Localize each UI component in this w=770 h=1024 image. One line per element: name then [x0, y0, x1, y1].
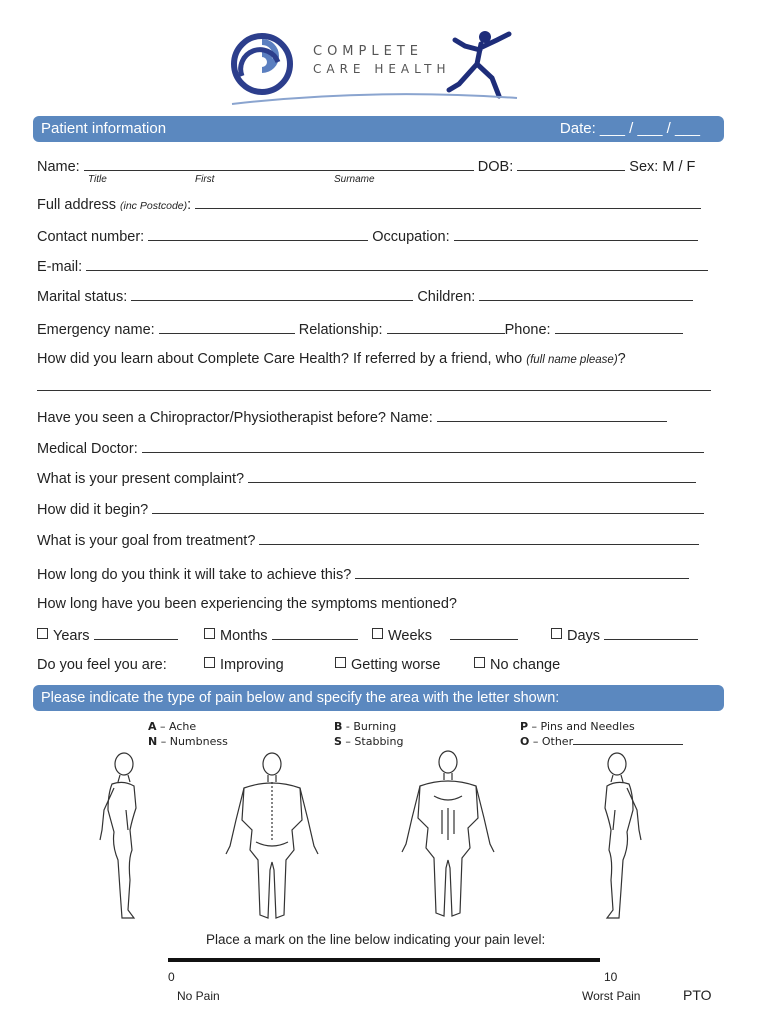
legend-s-text: – Stabbing — [341, 735, 404, 748]
months-field[interactable] — [272, 625, 358, 640]
legend-col-1 — [148, 719, 228, 749]
scale-max-label: Worst Pain — [582, 989, 641, 1003]
phone-field[interactable] — [555, 319, 683, 334]
doctor-row — [37, 438, 704, 456]
body-side-left-icon[interactable] — [88, 750, 158, 925]
duration-question: How long have you been experiencing the symptoms mentioned? — [37, 596, 457, 612]
doctor-field[interactable] — [142, 438, 704, 453]
begin-field[interactable] — [152, 499, 704, 514]
emergency-field[interactable] — [159, 319, 295, 334]
email-row — [37, 256, 708, 274]
years-checkbox[interactable] — [37, 628, 48, 639]
address-row — [37, 194, 701, 212]
referral-field[interactable] — [37, 390, 711, 391]
pto-label: PTO — [683, 987, 712, 1003]
legend-p-key: P — [520, 720, 529, 733]
duration-row — [37, 625, 717, 643]
legend-a-text: – Ache — [156, 720, 197, 733]
achieve-row — [37, 564, 689, 582]
name-field[interactable] — [84, 156, 474, 171]
goal-row — [37, 530, 699, 548]
begin-row — [37, 499, 704, 517]
occupation-label: Occupation: — [372, 229, 450, 245]
goal-field[interactable] — [259, 530, 699, 545]
legend-col-3 — [520, 719, 683, 749]
legend-s-key: S — [334, 735, 342, 748]
feel-row — [37, 656, 717, 674]
patient-info-title: Patient information — [41, 120, 167, 137]
name-row — [37, 156, 695, 174]
body-back-icon[interactable] — [222, 750, 322, 925]
emergency-label: Emergency name: — [37, 322, 155, 338]
legend-a-key: A — [148, 720, 157, 733]
contact-field[interactable] — [148, 226, 368, 241]
sex-label[interactable]: Sex: M / F — [629, 159, 696, 175]
phone-label: Phone: — [504, 322, 551, 338]
name-sub-first: First — [195, 174, 215, 185]
address-colon: : — [187, 197, 192, 213]
weeks-option[interactable] — [372, 625, 518, 645]
chiro-row — [37, 407, 667, 425]
achieve-label: How long do you think it will take to achieve this? — [37, 567, 352, 583]
name-sub-title: Title — [88, 174, 107, 185]
body-front-icon[interactable] — [398, 748, 498, 923]
legend-n-text: – Numbness — [157, 735, 228, 748]
relationship-label: Relationship: — [298, 322, 383, 338]
feel-label: Do you feel you are: — [37, 657, 167, 673]
weeks-checkbox[interactable] — [372, 628, 383, 639]
pain-type-title: Please indicate the type of pain below and specify the area with the letter shown: — [41, 690, 560, 706]
begin-label: How did it begin? — [37, 502, 149, 518]
complaint-field[interactable] — [248, 468, 696, 483]
logo-swoosh — [222, 90, 522, 110]
address-note: (inc Postcode) — [120, 200, 188, 212]
legend-col-2 — [334, 719, 403, 749]
referral-question: How did you learn about Complete Care Health? If referred by a friend, who — [37, 351, 523, 367]
contact-label: Contact number: — [37, 229, 145, 245]
contact-row — [37, 226, 698, 244]
dob-label: DOB: — [477, 159, 514, 175]
legend-b-text: - Burning — [342, 720, 397, 733]
date-field[interactable]: Date: ___ / ___ / ___ — [559, 120, 700, 137]
name-sub-surname: Surname — [334, 174, 375, 185]
scale-min-label: No Pain — [177, 989, 220, 1003]
legend-p-text: – Pins and Needles — [528, 720, 635, 733]
years-label: Years — [53, 628, 90, 644]
chiro-field[interactable] — [437, 407, 667, 422]
occupation-field[interactable] — [454, 226, 698, 241]
doctor-label: Medical Doctor: — [37, 441, 138, 457]
days-checkbox[interactable] — [551, 628, 562, 639]
worse-checkbox[interactable] — [335, 657, 346, 668]
logo-line2: CARE HEALTH — [313, 62, 451, 76]
pain-type-bar — [33, 685, 724, 711]
relationship-field[interactable] — [387, 319, 505, 334]
marital-row — [37, 286, 693, 304]
referral-end: ? — [617, 351, 626, 367]
nochange-checkbox[interactable] — [474, 657, 485, 668]
name-label: Name: — [37, 159, 80, 175]
improving-option[interactable] — [204, 656, 284, 674]
email-label: E-mail: — [37, 259, 83, 275]
complaint-label: What is your present complaint? — [37, 471, 245, 487]
patient-info-bar — [33, 116, 724, 142]
scale-max: 10 — [604, 970, 618, 984]
weeks-label: Weeks — [388, 628, 433, 644]
complaint-row — [37, 468, 696, 486]
nochange-label: No change — [490, 657, 561, 673]
address-label: Full address — [37, 197, 116, 213]
referral-row — [37, 350, 626, 368]
dob-field[interactable] — [517, 156, 625, 171]
marital-label: Marital status: — [37, 289, 128, 305]
worse-label: Getting worse — [351, 657, 441, 673]
email-field[interactable] — [86, 256, 708, 271]
worse-option[interactable] — [335, 656, 440, 674]
legend-n-key: N — [148, 735, 158, 748]
marital-field[interactable] — [131, 286, 413, 301]
address-field[interactable] — [195, 194, 701, 209]
months-label: Months — [220, 628, 268, 644]
body-side-right-icon[interactable] — [583, 750, 653, 925]
other-field[interactable] — [573, 734, 683, 745]
chiro-label: Have you seen a Chiropractor/Physiotherapist before? Name: — [37, 410, 433, 426]
scale-instruction: Place a mark on the line below indicating your pain level: — [206, 932, 546, 947]
emergency-row — [37, 319, 683, 337]
legend-o-text: – Other — [529, 735, 574, 748]
days-option[interactable] — [551, 625, 698, 645]
months-option[interactable] — [204, 625, 358, 645]
months-checkbox[interactable] — [204, 628, 215, 639]
improving-label: Improving — [220, 657, 284, 673]
children-label: Children: — [417, 289, 476, 305]
years-option[interactable] — [37, 625, 178, 645]
achieve-field[interactable] — [355, 564, 689, 579]
improving-checkbox[interactable] — [204, 657, 215, 668]
children-field[interactable] — [479, 286, 693, 301]
logo-line1: COMPLETE — [313, 44, 423, 59]
nochange-option[interactable] — [474, 656, 560, 674]
scale-min: 0 — [168, 970, 175, 984]
years-field[interactable] — [94, 625, 178, 640]
days-label: Days — [567, 628, 601, 644]
weeks-field[interactable] — [450, 625, 518, 640]
referral-note: (full name please) — [526, 354, 618, 366]
legend-b-key: B — [334, 720, 343, 733]
days-field[interactable] — [604, 625, 698, 640]
goal-label: What is your goal from treatment? — [37, 533, 256, 549]
legend-o-key: O — [520, 735, 530, 748]
pain-scale-line[interactable] — [168, 958, 600, 962]
